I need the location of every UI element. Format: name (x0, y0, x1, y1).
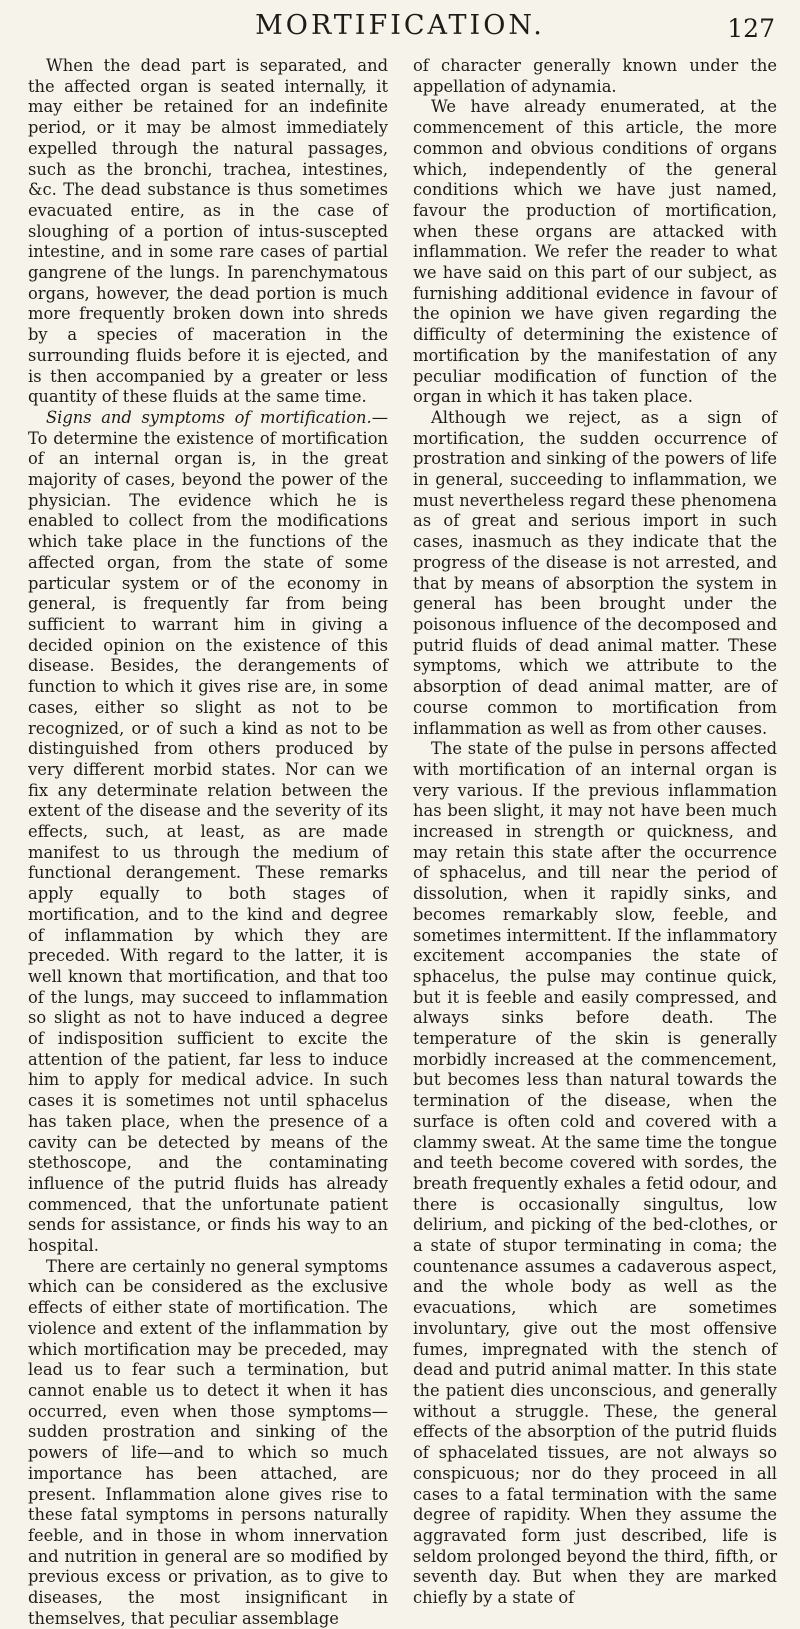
paragraph: Although we reject, as a sign of mortification, the sudden occurrence of prostration and sinking of the powers of life in general, succeeding to inflammation, we must nevertheless regard these phenomena as of great and serious import in such cases, inasmuch as they indicate that the progress of the disease is not arrested, and that by means of absorption the system in general has been brought under the poisonous influence of the decomposed and putrid fluids of dead animal matter. These symptoms, which we attribute to the absorption of dead animal matter, are of course common to mortification from inflammation as well as from other causes. (413, 407, 777, 738)
page-header (0, 6, 800, 46)
right-column (413, 56, 777, 1609)
running-head: MORTIFICATION. (255, 10, 545, 41)
paragraph: of character generally known under the appellation of adynamia. (413, 56, 777, 96)
paragraph: We have already enumerated, at the commencement of this article, the more common and obvious conditions of organs which, independently of the general conditions which we have just named, favour the production of mortification, when these organs are attacked with inflammation. We refer the reader to what we have said on this part of our subject, as furnishing additional evidence in favour of the opinion we have given regarding the difficulty of determining the existence of mortification by the manifestation of any peculiar modification of function of the organ in which it has taken place. (413, 97, 777, 407)
page-number: 127 (727, 14, 775, 43)
paragraph: When the dead part is separated, and the affected organ is seated internally, it may either be retained for an indefinite period, or it may be almost immediately expelled through the natural passages, such as the bronchi, trachea, intestines, &c. The dead substance is thus sometimes evacuated entire, as in the case of sloughing of a portion of intus-suscepted intestine, and in some rare cases of partial gangrene of the lungs. In parenchymatous organs, however, the dead portion is much more frequently broken down into shreds by a species of maceration in the surrounding fluids before it is ejected, and is then accompanied by a greater or less quantity of these fluids at the same time. (28, 56, 388, 407)
paragraph: The state of the pulse in persons affected with mortification of an internal organ is very various. If the previous inflammation has been slight, it may not have been much increased in strength or quickness, and may retain this state after the occurrence of sphacelus, and till near the period of dissolution, when it rapidly sinks, and becomes remarkably slow, feeble, and sometimes intermittent. If the inflammatory excitement accompanies the state of sphacelus, the pulse may continue quick, but it is feeble and easily compressed, and always sinks before death. The temperature of the skin is generally morbidly increased at the commencement, but becomes less than natural towards the termination of the disease, when the surface is often cold and covered with a clammy sweat. At the same time the tongue and teeth become covered with sordes, the breath frequently exhales a fetid odour, and there is occasionally singultus, low delirium, and picking of the bed-clothes, or a state of stupor terminating in coma; the countenance assumes a cadaverous aspect, and the whole body as well as the evacuations, which are sometimes involuntary, give out the most offensive fumes, impregnated with the stench of dead and putrid animal matter. In this state the patient dies unconscious, and generally without a struggle. These, the general effects of the absorption of the putrid fluids of sphacelated tissues, are not always so conspicuous; nor do they proceed in all cases to a fatal termination with the same degree of rapidity. When they assume the aggravated form just described, life is seldom prolonged beyond the third, fifth, or seventh day. But when they are marked chiefly by a state of (413, 739, 777, 1608)
left-column (28, 56, 388, 1629)
section-heading: Signs and symptoms of mortification.— (46, 407, 388, 427)
paragraph: Signs and symptoms of mortification.—To determine the existence of mortification of an internal organ is, in the great majority of cases, beyond the power of the physician. The evidence which he is enabled to collect from the modifications which take place in the functions of the affected organ, from the state of some particular system or of the economy in general, is frequently far from being sufficient to warrant him in giving a decided opinion on the existence of this disease. Besides, the derangements of function to which it gives rise are, in some cases, either so slight as not to be recognized, or of such a kind as not to be distinguished from others produced by very different morbid states. Nor can we fix any determinate relation between the extent of the disease and the severity of its effects, such, at least, as are made manifest to us through the medium of functional derangement. These remarks apply equally to both stages of mortification, and to the kind and degree of inflammation by which they are preceded. With regard to the latter, it is well known that mortification, and that too of the lungs, may succeed to inflammation so slight as not to have induced a degree of indisposition sufficient to excite the attention of the patient, far less to induce him to apply for medical advice. In such cases it is sometimes not until sphacelus has taken place, when the presence of a cavity can be detected by means of the stethoscope, and the contaminating influence of the putrid fluids has already commenced, that the unfortunate patient sends for assistance, or finds his way to an hospital. (28, 407, 388, 1256)
paragraph: There are certainly no general symptoms which can be considered as the exclusive effects of either state of mortification. The violence and extent of the inflammation by which mortification may be preceded, may lead us to fear such a termination, but cannot enable us to detect it when it has occurred, even when those symptoms—sudden prostration and sinking of the powers of life—and to which so much importance has been attached, are present. Inflammation alone gives rise to these fatal symptoms in persons naturally feeble, and in those in whom innervation and nutrition in general are so modified by previous excess or privation, as to give to diseases, the most insignificant in themselves, that peculiar assemblage (28, 1256, 388, 1628)
